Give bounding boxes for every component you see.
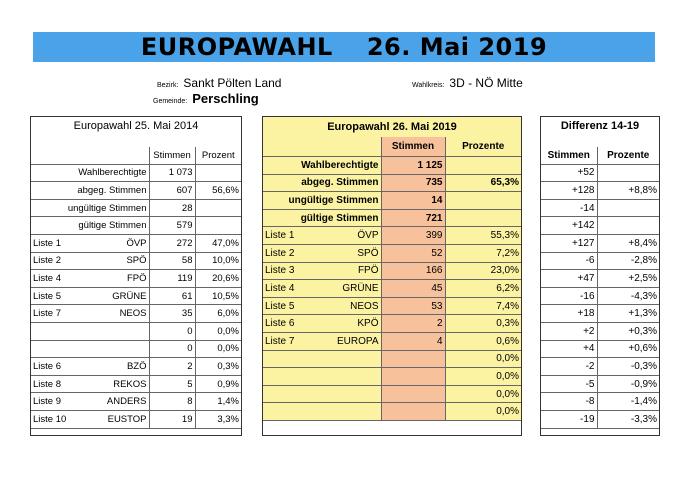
- prozent-cell: [195, 164, 241, 182]
- bezirk-info: [157, 76, 281, 90]
- party-row: [31, 252, 241, 270]
- prozent-cell: 6,2%: [445, 280, 521, 298]
- summary-row: [31, 199, 241, 217]
- prozent-cell: 20,6%: [195, 270, 241, 288]
- stimmen-cell: +128: [541, 182, 597, 200]
- stimmen-cell: 5: [149, 375, 195, 393]
- liste-cell: [31, 322, 83, 340]
- party-cell: SPÖ: [83, 252, 149, 270]
- col-prozente-header: Prozente: [445, 137, 521, 157]
- table-differenz-title: Differenz 14-19: [560, 120, 640, 132]
- stimmen-cell: -19: [541, 410, 597, 428]
- stimmen-cell: 0: [149, 340, 195, 358]
- stimmen-cell: -14: [541, 199, 597, 217]
- summary-row: [541, 217, 659, 235]
- prozent-cell: 0,0%: [195, 340, 241, 358]
- stimmen-cell: 28: [149, 199, 195, 217]
- summary-label: gültige Stimmen: [31, 217, 149, 235]
- party-row: [31, 234, 241, 252]
- party-row: [31, 410, 241, 428]
- prozent-cell: -1,4%: [597, 393, 659, 411]
- title-date: 26. Mai 2019: [366, 33, 548, 61]
- liste-cell: Liste 6: [31, 358, 83, 376]
- summary-row: [263, 209, 521, 227]
- party-row: [541, 393, 659, 411]
- party-cell: ANDERS: [83, 393, 149, 411]
- wahlkreis-value: 3D - NÖ Mitte: [449, 76, 523, 90]
- prozent-cell: -0,9%: [597, 375, 659, 393]
- summary-label: abgeg. Stimmen: [263, 174, 381, 192]
- summary-row: [263, 192, 521, 210]
- party-row: [31, 358, 241, 376]
- party-row: [263, 403, 521, 421]
- table-2019: [262, 116, 522, 436]
- party-cell: [315, 350, 381, 368]
- party-cell: NEOS: [83, 305, 149, 323]
- title-banner: [33, 32, 655, 62]
- title-main: EUROPAWAHL: [140, 33, 333, 61]
- gemeinde-info: [153, 91, 259, 106]
- party-cell: ÖVP: [315, 227, 381, 245]
- party-cell: [315, 403, 381, 421]
- col-stimmen-header: Stimmen: [541, 147, 597, 164]
- liste-cell: Liste 4: [31, 270, 83, 288]
- stimmen-cell: -8: [541, 393, 597, 411]
- liste-cell: Liste 10: [31, 410, 83, 428]
- prozent-cell: +2,5%: [597, 270, 659, 288]
- table-differenz: [540, 116, 660, 436]
- party-row: [31, 287, 241, 305]
- stimmen-cell: [381, 385, 445, 403]
- table-2019-grid: [263, 117, 521, 421]
- stimmen-cell: -2: [541, 358, 597, 376]
- prozent-cell: +8,4%: [597, 234, 659, 252]
- prozent-cell: 65,3%: [445, 174, 521, 192]
- party-row: [541, 358, 659, 376]
- party-row: [541, 322, 659, 340]
- prozent-cell: [195, 199, 241, 217]
- stimmen-cell: 1 073: [149, 164, 195, 182]
- prozent-cell: -4,3%: [597, 287, 659, 305]
- stimmen-cell: 52: [381, 244, 445, 262]
- liste-cell: Liste 2: [31, 252, 83, 270]
- party-cell: FPÖ: [315, 262, 381, 280]
- prozent-cell: 0,3%: [195, 358, 241, 376]
- stimmen-cell: 53: [381, 297, 445, 315]
- table-differenz-grid: [541, 147, 659, 429]
- bezirk-value: Sankt Pölten Land: [183, 76, 282, 90]
- liste-cell: [263, 385, 315, 403]
- party-cell: NEOS: [315, 297, 381, 315]
- summary-row: [541, 199, 659, 217]
- party-row: [263, 368, 521, 386]
- summary-label: gültige Stimmen: [263, 209, 381, 227]
- party-row: [263, 385, 521, 403]
- col-prozent-header: Prozent: [195, 147, 241, 164]
- stimmen-cell: +127: [541, 234, 597, 252]
- stimmen-cell: 8: [149, 393, 195, 411]
- liste-cell: Liste 7: [263, 332, 315, 350]
- party-row: [541, 375, 659, 393]
- summary-row: [263, 174, 521, 192]
- liste-cell: Liste 7: [31, 305, 83, 323]
- summary-label: abgeg. Stimmen: [31, 182, 149, 200]
- liste-cell: Liste 3: [263, 262, 315, 280]
- prozent-cell: 56,6%: [195, 182, 241, 200]
- liste-cell: Liste 1: [263, 227, 315, 245]
- liste-cell: Liste 4: [263, 280, 315, 298]
- party-row: [263, 332, 521, 350]
- stimmen-cell: 2: [381, 315, 445, 333]
- summary-row: [541, 182, 659, 200]
- party-row: [541, 410, 659, 428]
- col-prozente-header: Prozente: [597, 147, 659, 164]
- summary-row: [541, 164, 659, 182]
- prozent-cell: [195, 217, 241, 235]
- stimmen-cell: 35: [149, 305, 195, 323]
- prozent-cell: 23,0%: [445, 262, 521, 280]
- party-cell: GRÜNE: [315, 280, 381, 298]
- stimmen-cell: +52: [541, 164, 597, 182]
- stimmen-cell: 399: [381, 227, 445, 245]
- party-row: [263, 227, 521, 245]
- stimmen-cell: [381, 403, 445, 421]
- stimmen-cell: 2: [149, 358, 195, 376]
- col-stimmen-header: Stimmen: [149, 147, 195, 164]
- stimmen-cell: 1 125: [381, 157, 445, 175]
- summary-row: [31, 182, 241, 200]
- stimmen-cell: -5: [541, 375, 597, 393]
- prozent-cell: 0,0%: [445, 403, 521, 421]
- party-cell: [315, 368, 381, 386]
- party-row: [541, 287, 659, 305]
- stimmen-cell: 607: [149, 182, 195, 200]
- party-row: [263, 280, 521, 298]
- party-row: [263, 262, 521, 280]
- prozent-cell: 0,0%: [445, 385, 521, 403]
- stimmen-cell: +142: [541, 217, 597, 235]
- party-cell: SPÖ: [315, 244, 381, 262]
- stimmen-cell: [381, 368, 445, 386]
- party-row: [263, 297, 521, 315]
- prozent-cell: 7,2%: [445, 244, 521, 262]
- party-row: [263, 350, 521, 368]
- liste-cell: Liste 5: [263, 297, 315, 315]
- party-row: [541, 270, 659, 288]
- liste-cell: Liste 2: [263, 244, 315, 262]
- party-cell: REKOS: [83, 375, 149, 393]
- party-cell: FPÖ: [83, 270, 149, 288]
- stimmen-cell: +4: [541, 340, 597, 358]
- stimmen-cell: 721: [381, 209, 445, 227]
- prozent-cell: [597, 164, 659, 182]
- prozent-cell: [597, 217, 659, 235]
- stimmen-cell: 735: [381, 174, 445, 192]
- prozent-cell: 6,0%: [195, 305, 241, 323]
- stimmen-cell: 58: [149, 252, 195, 270]
- party-row: [31, 375, 241, 393]
- liste-cell: Liste 1: [31, 234, 83, 252]
- stimmen-cell: 119: [149, 270, 195, 288]
- bezirk-label: Bezirk:: [157, 82, 179, 89]
- table-2014: [30, 116, 242, 436]
- prozent-cell: 1,4%: [195, 393, 241, 411]
- party-row: [31, 322, 241, 340]
- prozent-cell: 7,4%: [445, 297, 521, 315]
- party-cell: KPÖ: [315, 315, 381, 333]
- party-cell: GRÜNE: [83, 287, 149, 305]
- stimmen-cell: 579: [149, 217, 195, 235]
- stimmen-cell: 61: [149, 287, 195, 305]
- party-cell: BZÖ: [83, 358, 149, 376]
- wahlkreis-label: Wahlkreis:: [412, 82, 445, 89]
- prozent-cell: 0,6%: [445, 332, 521, 350]
- party-cell: EUROPA: [315, 332, 381, 350]
- summary-row: [31, 164, 241, 182]
- party-row: [31, 393, 241, 411]
- summary-label: ungültige Stimmen: [31, 199, 149, 217]
- col-stimmen-header: Stimmen: [381, 137, 445, 157]
- gemeinde-value: Perschling: [192, 91, 259, 106]
- prozent-cell: -0,3%: [597, 358, 659, 376]
- stimmen-cell: 0: [149, 322, 195, 340]
- stimmen-cell: 4: [381, 332, 445, 350]
- party-row: [541, 340, 659, 358]
- party-row: [541, 305, 659, 323]
- stimmen-cell: [381, 350, 445, 368]
- party-row: [31, 270, 241, 288]
- stimmen-cell: 14: [381, 192, 445, 210]
- liste-cell: Liste 9: [31, 393, 83, 411]
- party-row: [263, 315, 521, 333]
- liste-cell: Liste 6: [263, 315, 315, 333]
- prozent-cell: [445, 209, 521, 227]
- prozent-cell: [445, 192, 521, 210]
- table-2014-grid: [31, 147, 241, 429]
- stimmen-cell: -6: [541, 252, 597, 270]
- liste-cell: Liste 5: [31, 287, 83, 305]
- party-cell: ÖVP: [83, 234, 149, 252]
- summary-label: ungültige Stimmen: [263, 192, 381, 210]
- gemeinde-label: Gemeinde:: [153, 98, 188, 105]
- party-row: [31, 305, 241, 323]
- liste-cell: [263, 403, 315, 421]
- liste-cell: [263, 368, 315, 386]
- stimmen-cell: 45: [381, 280, 445, 298]
- summary-label: Wahlberechtigte: [31, 164, 149, 182]
- party-cell: [83, 322, 149, 340]
- stimmen-cell: +47: [541, 270, 597, 288]
- prozent-cell: +0,3%: [597, 322, 659, 340]
- party-cell: [83, 340, 149, 358]
- wahlkreis-info: [412, 76, 523, 90]
- prozent-cell: 10,5%: [195, 287, 241, 305]
- prozent-cell: 10,0%: [195, 252, 241, 270]
- party-row: [263, 244, 521, 262]
- summary-row: [31, 217, 241, 235]
- stimmen-cell: -16: [541, 287, 597, 305]
- prozent-cell: 47,0%: [195, 234, 241, 252]
- stimmen-cell: +18: [541, 305, 597, 323]
- stimmen-cell: 166: [381, 262, 445, 280]
- party-row: [31, 340, 241, 358]
- party-row: [541, 234, 659, 252]
- liste-cell: Liste 8: [31, 375, 83, 393]
- prozent-cell: 0,0%: [445, 350, 521, 368]
- prozent-cell: +1,3%: [597, 305, 659, 323]
- summary-row: [263, 157, 521, 175]
- stimmen-cell: 19: [149, 410, 195, 428]
- party-row: [541, 252, 659, 270]
- prozent-cell: -2,8%: [597, 252, 659, 270]
- prozent-cell: 0,0%: [195, 322, 241, 340]
- prozent-cell: [445, 157, 521, 175]
- party-cell: EUSTOP: [83, 410, 149, 428]
- prozent-cell: +8,8%: [597, 182, 659, 200]
- stimmen-cell: 272: [149, 234, 195, 252]
- liste-cell: [263, 350, 315, 368]
- table-2019-title: Europawahl 26. Mai 2019: [263, 117, 521, 137]
- stimmen-cell: +2: [541, 322, 597, 340]
- prozent-cell: 0,3%: [445, 315, 521, 333]
- prozent-cell: [597, 199, 659, 217]
- prozent-cell: 0,0%: [445, 368, 521, 386]
- party-cell: [315, 385, 381, 403]
- summary-label: Wahlberechtigte: [263, 157, 381, 175]
- liste-cell: [31, 340, 83, 358]
- prozent-cell: -3,3%: [597, 410, 659, 428]
- prozent-cell: 0,9%: [195, 375, 241, 393]
- table-2014-title: Europawahl 25. Mai 2014: [73, 120, 199, 132]
- prozent-cell: 3,3%: [195, 410, 241, 428]
- prozent-cell: 55,3%: [445, 227, 521, 245]
- prozent-cell: +0,6%: [597, 340, 659, 358]
